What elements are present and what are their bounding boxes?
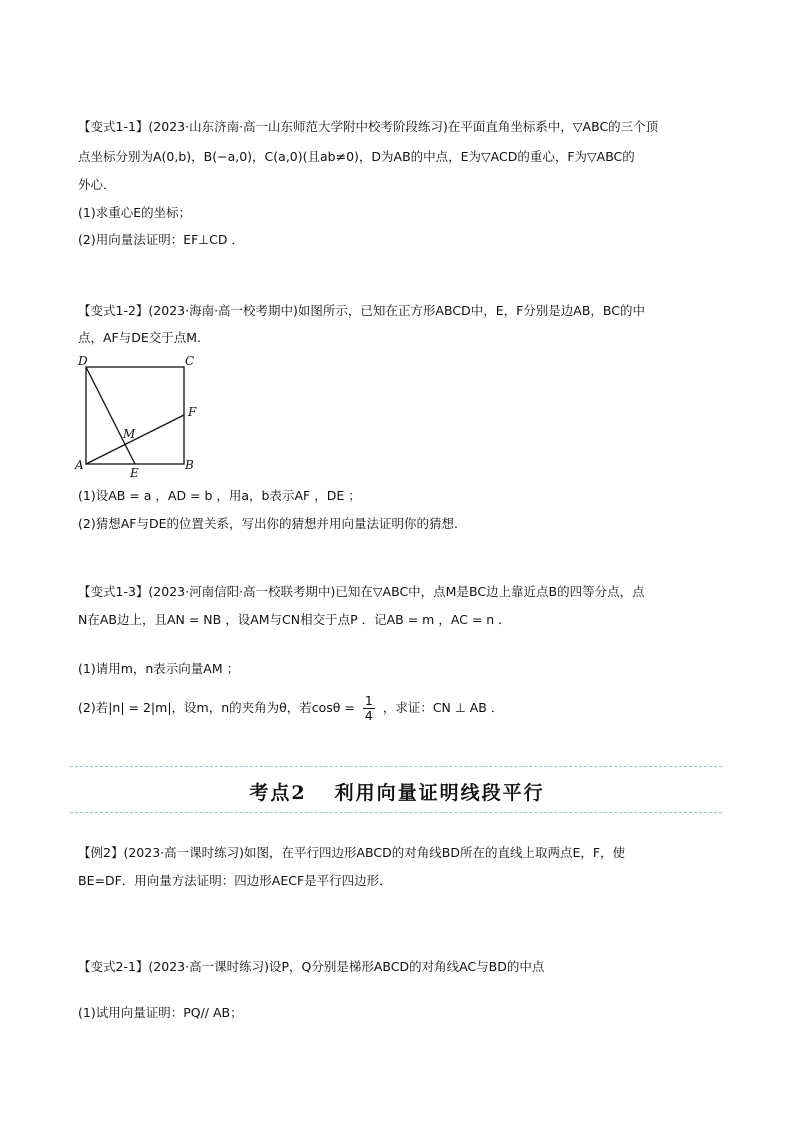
- variant-1-1-text-line1: 【变式1-1】(2023·山东济南·高一山东师范大学附中校考阶段练习)在平面直角坐标系中，▽ABC的三个顶: [78, 119, 659, 134]
- fraction-numerator: 1: [364, 693, 373, 708]
- section-heading: [0, 778, 794, 805]
- label-D: D: [78, 354, 88, 368]
- variant-1-2-question-1: (1)设AB = a ，AD = b ，用a，b表示AF ，DE ；: [78, 488, 361, 503]
- section-divider-top: [70, 766, 722, 767]
- variant-1-3-text-line1: 【变式1-3】(2023·河南信阳·高一校联考期中)已知在▽ABC中，点M是BC边上靠近点B的四等分点，点: [78, 584, 645, 599]
- fraction-denominator: 4: [364, 708, 373, 723]
- fraction-one-quarter: [363, 694, 375, 723]
- label-E: E: [130, 466, 139, 480]
- section-title: 利用向量证明线段平行: [334, 782, 545, 804]
- section-label: 考点2: [249, 782, 307, 804]
- variant-2-1-text-line1: 【变式2-1】(2023·高一课时练习)设P，Q分别是梯形ABCD的对角线AC与BD的中点: [78, 959, 545, 974]
- variant-1-3-question-1: (1)请用m，n表示向量AM ；: [78, 661, 240, 676]
- variant-2-1-question-1: (1)试用向量证明：PQ// AB；: [78, 1005, 243, 1020]
- variant-1-3-text-line2: N在AB边上，且AN = NB ，设AM与CN相交于点P ．记AB = m ，AC = n ．: [78, 612, 511, 627]
- label-M: M: [123, 427, 136, 441]
- segment-de: [86, 367, 135, 464]
- label-F: F: [188, 405, 197, 419]
- variant-1-2-text-line1: 【变式1-2】(2023·海南·高一校考期中)如图所示，已知在正方形ABCD中，E，F分别是边AB，BC的中: [78, 303, 645, 318]
- example-2-text-line2: BE=DF．用向量方法证明：四边形AECF是平行四边形．: [78, 873, 392, 888]
- variant-1-2-text-line2: 点，AF与DE交于点M.: [78, 330, 202, 345]
- label-C: C: [185, 354, 195, 368]
- example-2-text-line1: 【例2】(2023·高一课时练习)如图，在平行四边形ABCD的对角线BD所在的直线上取两点E，F，使: [78, 845, 626, 860]
- variant-1-1-text-line2: 点坐标分别为A(0,b)，B(−a,0)，C(a,0)(且ab≠0)，D为AB的中点，E为▽ACD的重心，F为▽ABC的: [78, 149, 635, 164]
- variant-1-1-question-2: (2)用向量法证明：EF⊥CD ．: [78, 232, 245, 247]
- section-divider-bottom: [70, 812, 722, 813]
- variant-1-1-question-1: (1)求重心E的坐标；: [78, 205, 192, 220]
- variant-1-1-text-line3: 外心．: [78, 177, 116, 192]
- variant-1-3-question-2-part-a: (2)若|n| = 2|m|，设m，n的夹角为θ，若cosθ =: [78, 700, 355, 715]
- square-figure: [70, 350, 210, 480]
- label-A: A: [75, 458, 84, 472]
- variant-1-3-question-2: [78, 694, 503, 723]
- square-abcd: [86, 367, 184, 464]
- variant-1-2-question-2: (2)猜想AF与DE的位置关系，写出你的猜想并用向量法证明你的猜想.: [78, 516, 458, 531]
- variant-1-3-question-2-part-b: ，求证：CN ⊥ AB ．: [382, 700, 504, 715]
- label-B: B: [185, 458, 194, 472]
